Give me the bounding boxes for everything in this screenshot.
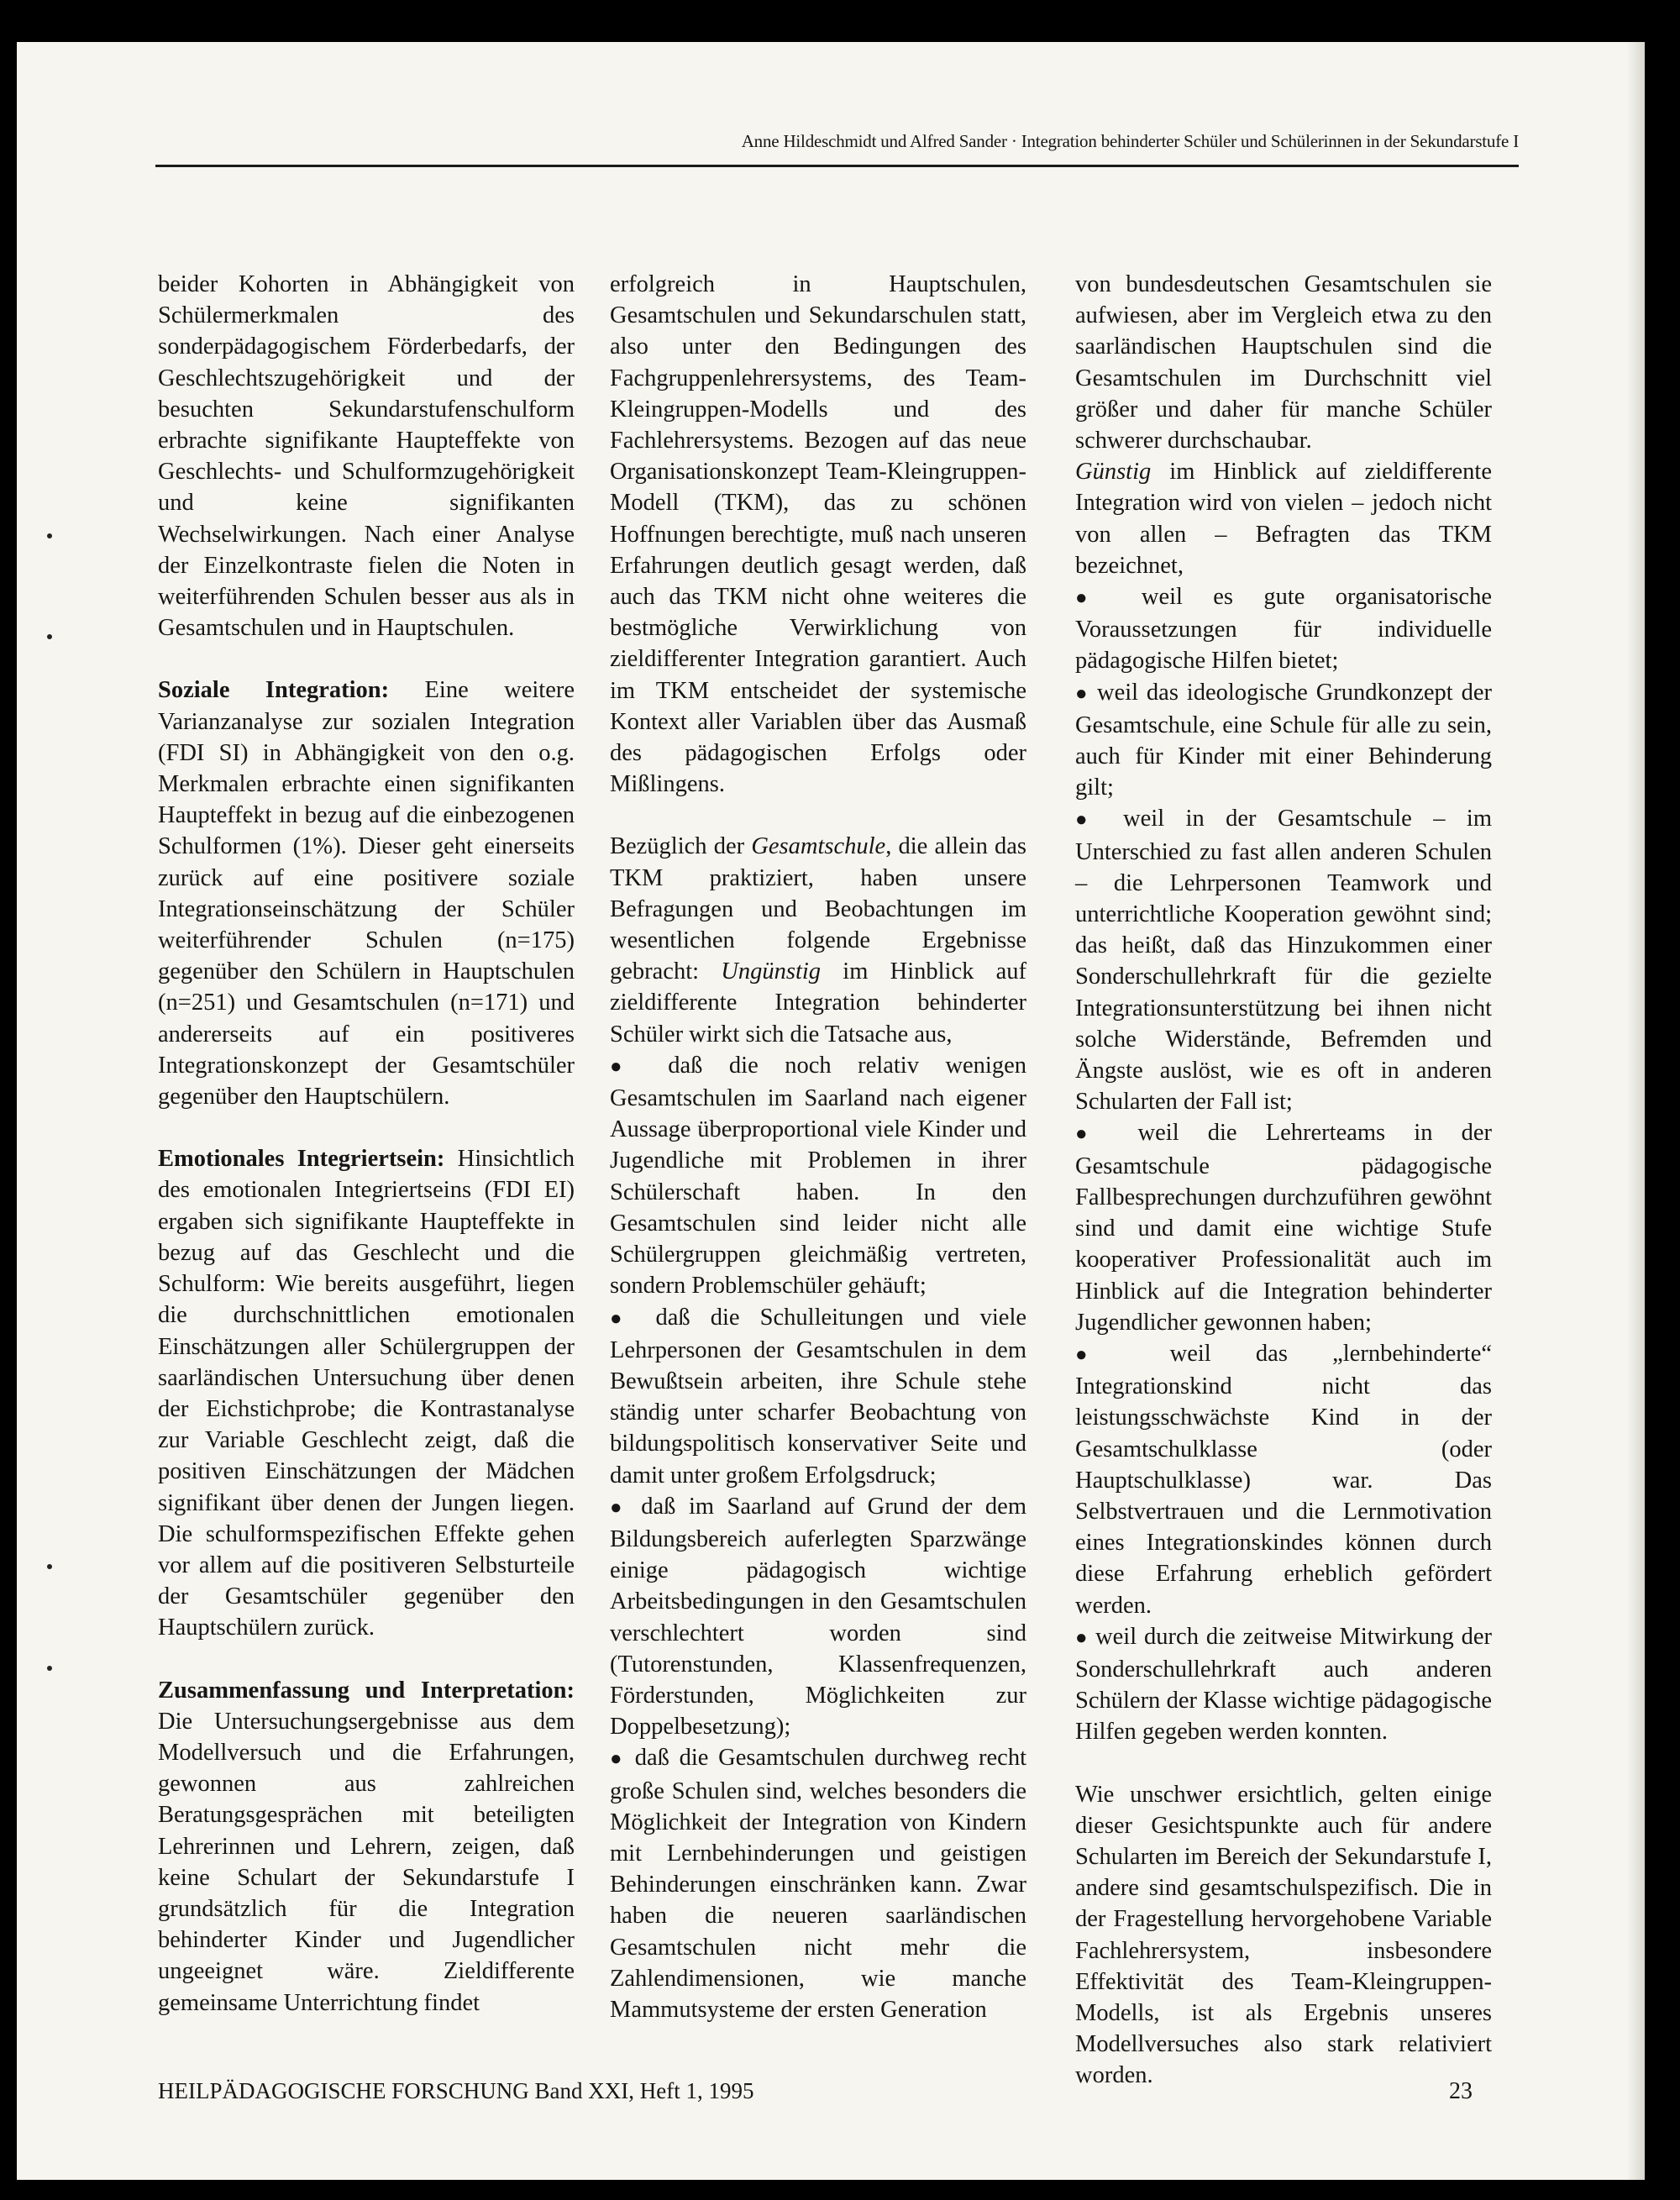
paragraph: erfolgreich in Hauptschulen, Gesamtschulen und Sekundarschulen statt, also unter den Bedingungen des Fachgruppenlehrersystems, des Team-Kleingruppen-Modells und des Fachlehrersystems. Bezogen auf das neue Organisationskonzept Team-Kleingruppen-Modell (TKM), das zu schönen Hoffnungen berechtigte, muß nach unseren Erfahrungen deutlich gesagt werden, daß auch das TKM nicht ohne weiteres die bestmögliche Verwirklichung von zieldifferenter Integration garantiert. Auch im TKM entscheidet der systemische Kontext aller Variablen über das Ausmaß des pädagogischen Erfolgs oder Mißlingens.	[610, 271, 1026, 798]
margin-dot	[47, 1666, 52, 1671]
bullet-item: ● daß im Saarland auf Grund der dem Bildungsbereich auferlegten Sparzwänge einige pädagogisch wichtige Arbeitsbedingungen in den Gesamtschulen verschlechtert worden sind (Tutorenstunden, Klassenfrequenzen, Förderstunden, Möglichkeiten zur Doppelbesetzung);	[610, 1491, 1026, 1743]
paragraph-social-integration: Soziale Integration: Eine weitere Varianzanalyse zur sozialen Integration (FDI SI) in Abhängigkeit von den o.g. Merkmalen erbrachte einen signifikanten Haupteffekt in bezug auf die einbezogenen Schulformen (1%). Dieser geht einerseits zurück auf eine positivere soziale Integrationseinschätzung der Schüler weiterführender Schulen (n=175) gegenüber den Schülern in Hauptschulen (n=251) und Gesamtschulen (n=171) und andererseits auf ein positiveres Integrationskonzept der Gesamtschüler gegenüber den Hauptschülern.	[158, 677, 575, 1111]
bullet-item: ● daß die Schulleitungen und viele Lehrpersonen der Gesamtschulen in dem Bewußtsein arbeiten, ihre Schule stehe ständig unter scharfer Beobachtung von bildungspolitisch konservativer Seite und damit unter großem Erfolgsdruck;	[610, 1302, 1026, 1491]
page-edge-shadow	[1626, 42, 1645, 2180]
paragraph-gesamtschule: Bezüglich der Gesamtschule, die allein das TKM praktiziert, haben unsere Befragungen und Beobachtungen im wesentlichen folgende Ergebnisse gebracht: Ungünstig im Hinblick auf zieldifferente Integration behinderter Schüler wirkt sich die Tatsache aus,	[610, 833, 1026, 1047]
paragraph: von bundesdeutschen Gesamtschulen sie aufwiesen, aber im Vergleich etwa zu den saarländischen Hauptschulen sind die Gesamtschulen im Durchschnitt viel größer und daher für manche Schüler schwerer durchschaubar.	[1075, 271, 1492, 454]
section-heading: Emotionales Integriertsein:	[158, 1146, 445, 1173]
bullet-item: ● weil das ideologische Grundkonzept der Gesamtschule, eine Schule für alle zu sein, auch für Kinder mit einer Behinderung gilt;	[1075, 677, 1492, 804]
section-heading: Zusammenfassung und Interpretation:	[158, 1677, 575, 1704]
bullet-item: ● weil das „lernbehinderte“ Integrationskind nicht das leistungsschwächste Kind in der Gesamtschulklasse (oder Hauptschulklasse) war. Das Selbstvertrauen und die Lernmotivation eines Integrationskindes können durch diese Erfahrung erheblich gefördert werden.	[1075, 1338, 1492, 1621]
bullet-item: ● daß die noch relativ wenigen Gesamtschulen im Saarland nach eigener Aussage überproportional viele Kinder und Jugendliche mit Problemen in ihrer Schülerschaft haben. In den Gesamtschulen sind leider nicht alle Schülergruppen gleichmäßig vertreten, sondern Problemschüler gehäuft;	[610, 1050, 1026, 1302]
bullet-item: ● weil die Lehrerteams in der Gesamtschule pädagogische Fallbesprechungen durchzuführen gewöhnt sind und damit eine wichtige Stufe kooperativer Professionalität auch im Hinblick auf die Integration behinderter Jugendlicher gewonnen haben;	[1075, 1117, 1492, 1337]
paragraph: Wie unschwer ersichtlich, gelten einige dieser Gesichtspunkte auch für andere Schularten im Bereich der Sekundarstufe I, andere sind gesamtschulspezifisch. Die in der Fragestellung hervorgehobene Variable Fachlehrersystem, insbesondere Effektivität des Team-Kleingruppen-Modells, ist als Ergebnis unseres Modellversuches also stark relativiert worden.	[1075, 1781, 1492, 2089]
journal-page	[17, 42, 1645, 2180]
text-column-1	[158, 269, 575, 2019]
bullet-item: ● weil es gute organisatorische Voraussetzungen für individuelle pädagogische Hilfen bietet;	[1075, 581, 1492, 677]
text-column-3	[1075, 269, 1492, 2092]
margin-dot	[47, 634, 52, 639]
journal-citation: HEILPÄDAGOGISCHE FORSCHUNG Band XXI, Heft 1, 1995	[158, 2078, 754, 2103]
bullet-item: ● weil in der Gesamtschule – im Unterschied zu fast allen anderen Schulen – die Lehrpersonen Teamwork und unterrichtliche Kooperation gewöhnt sind; das heißt, daß das Hinzukommen einer Sonderschullehrkraft für die gezielte Integrationsunterstützung bei ihnen nicht solche Widerstände, Befremden und Ängste auslöst, wie es oft in anderen Schularten der Fall ist;	[1075, 803, 1492, 1117]
section-heading: Soziale Integration:	[158, 677, 390, 704]
paragraph: beider Kohorten in Abhängigkeit von Schülermerkmalen des sonderpädagogischem Förderbedarfs, der Geschlechtszugehörigkeit und der besuchten Sekundarstufenschulform erbrachte signifikante Haupteffekte von Geschlechts- und Schulformzugehörigkeit und keine signifikanten Wechselwirkungen. Nach einer Analyse der Einzelkontraste fielen die Noten in weiterführenden Schulen besser aus als in Gesamtschulen und in Hauptschulen.	[158, 271, 575, 642]
page-number: 23	[1449, 2078, 1473, 2104]
bullet-item: ● weil durch die zeitweise Mitwirkung der Sonderschullehrkraft auch anderen Schülern der Klasse wichtige pädagogische Hilfen gegeben werden konnten.	[1075, 1621, 1492, 1748]
paragraph-guenstig: Günstig im Hinblick auf zieldifferente Integration wird von vielen – jedoch nicht von allen – Befragten das TKM bezeichnet,	[1075, 459, 1492, 579]
margin-dot	[47, 1564, 52, 1569]
header-rule	[155, 165, 1519, 167]
bullet-item: ● daß die Gesamtschulen durchweg recht große Schulen sind, welches besonders die Möglichkeit der Integration von Kindern mit Lernbehinderungen und geistigen Behinderungen einschränken kann. Zwar haben die neueren saarländischen Gesamtschulen nicht mehr die Zahlendimensionen, wie manche Mammutsysteme der ersten Generation	[610, 1742, 1026, 2025]
paragraph-summary: Zusammenfassung und Interpretation: Die Untersuchungsergebnisse aus dem Modellversuch und die Erfahrungen, gewonnen aus zahlreichen Beratungsgesprächen mit beteiligten Lehrerinnen und Lehrern, zeigen, daß keine Schulart der Sekundarstufe I grundsätzlich für die Integration behinderter Kinder und Jugendlicher ungeeignet wäre. Zieldifferente gemeinsame Unterrichtung findet	[158, 1677, 575, 2016]
paragraph-emotional-integration: Emotionales Integriertsein: Hinsichtlich des emotionalen Integriertseins (FDI EI) ergaben sich signifikante Haupteffekte in bezug auf das Geschlecht und die Schulform: Wie bereits ausgeführt, liegen die durchschnittlichen emotionalen Einschätzungen aller Schülergruppen der saarländischen Untersuchung über denen der Eichstichprobe; die Kontrastanalyse zur Variable Geschlecht zeigt, daß die positiven Einschätzungen der Mädchen signifikant über denen der Jungen liegen. Die schulformspezifischen Effekte gehen vor allem auf die positiveren Selbsturteile der Gesamtschüler gegenüber den Hauptschülern zurück.	[158, 1146, 575, 1641]
margin-dot	[47, 533, 52, 538]
running-head: Anne Hildeschmidt und Alfred Sander · Integration behinderter Schüler und Schülerinnen in der Sekundarstufe I	[741, 131, 1519, 151]
text-column-2	[610, 269, 1026, 2025]
